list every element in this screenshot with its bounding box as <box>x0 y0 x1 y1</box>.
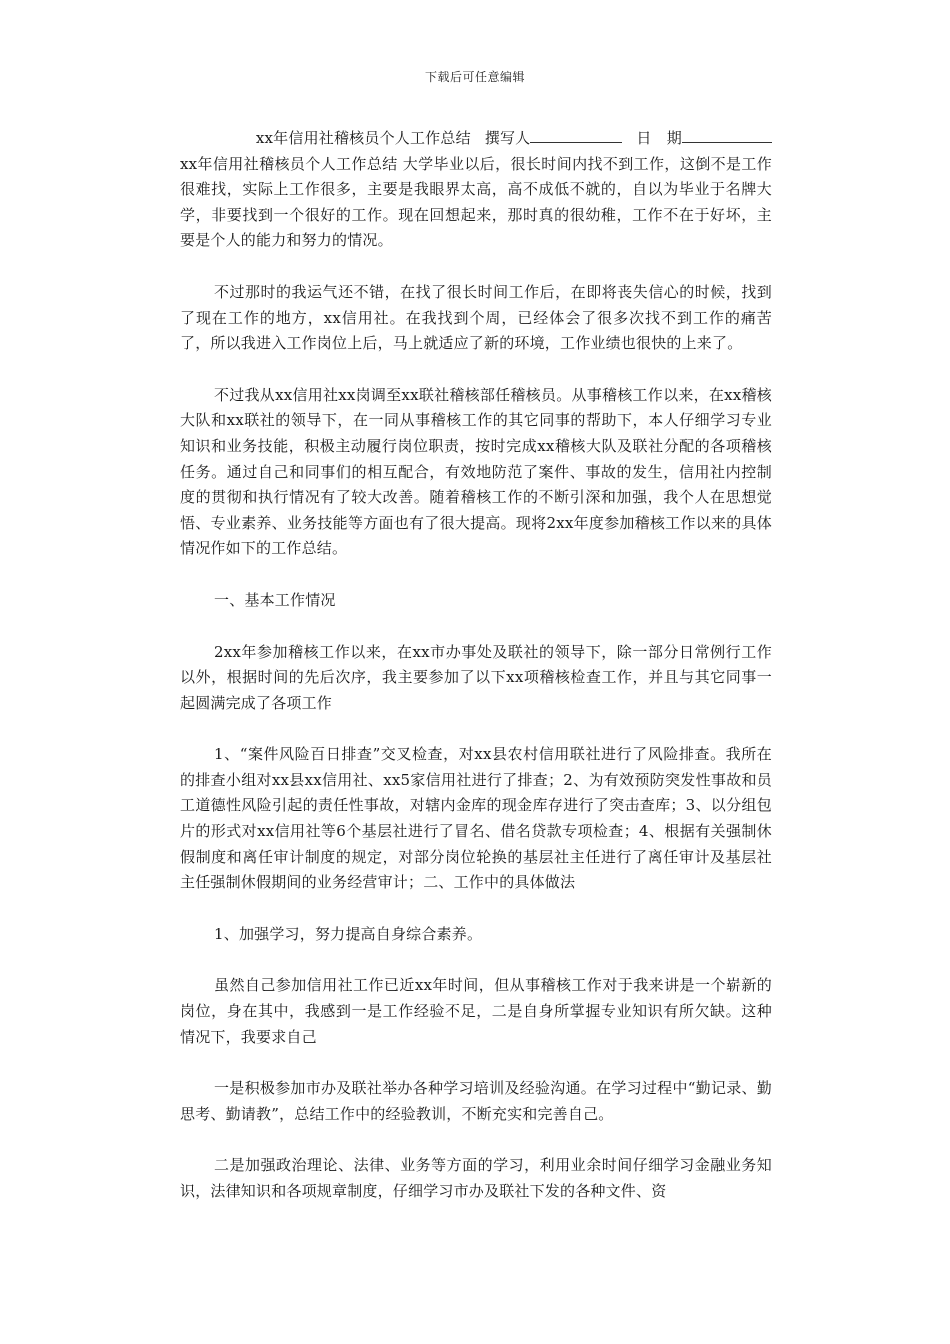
paragraph-gap <box>180 614 772 640</box>
paragraph-2: 不过那时的我运气还不错，在找了很长时间工作后，在即将丧失信心的时候，找到了现在工作的地方，xx信用社。在我找到个周，已经体会了很多次找不到工作的痛苦了，所以我进入工作岗位上后，马上就适应了新的环境，工作业绩也很快的上来了。 <box>180 282 772 353</box>
author-label: 撰写人 <box>484 129 531 147</box>
date-field <box>636 126 772 152</box>
document-body <box>180 126 772 1205</box>
date-blank <box>682 126 772 143</box>
paragraph-intro: xx年信用社稽核员个人工作总结 大学毕业以后，很长时间内找不到工作，这倒不是工作很难找，实际上工作很多，主要是我眼界太高，高不成低不就的，自以为毕业于名牌大学，非要找到一个很好的工作。现在回想起来，那时真的很幼稚，工作不在于好坏，主要是个人的能力和努力的情况。 <box>180 154 772 250</box>
paragraph-gap <box>180 357 772 383</box>
paragraph-8: 虽然自己参加信用社工作已近xx年时间，但从事稽核工作对于我来讲是一个崭新的岗位，身在其中，我感到一是工作经验不足，二是自身所掌握专业知识有所欠缺。这种情况下，我要求自己 <box>180 976 772 1046</box>
paragraph-gap <box>180 1050 772 1076</box>
paragraph-10: 二是加强政治理论、法律、业务等方面的学习，利用业余时间仔细学习金融业务知识，法律知识和各项规章制度，仔细学习市办及联社下发的各种文件、资 <box>180 1156 772 1200</box>
page-header: 下载后可任意编辑 <box>424 70 525 84</box>
title-line <box>180 126 772 152</box>
paragraph-3: 不过我从xx信用社xx岗调至xx联社稽核部任稽核员。从事稽核工作以来，在xx稽核大队和xx联社的领导下，在一同从事稽核工作的其它同事的帮助下，本人仔细学习专业知识和业务技能，积极主动履行岗位职责，按时完成xx稽核大队及联社分配的各项稽核任务。通过自己和同事们的相互配合，有效地防范了案件、事故的发生，信用社内控制度的贯彻和执行情况有了较大改善。随着稽核工作的不断引深和加强，我个人在思想觉悟、专业素养、业务技能等方面也有了很大提高。现将2xx年度参加稽核工作以来的具体情况作如下的工作总结。 <box>180 385 772 558</box>
author-field <box>485 126 623 152</box>
paragraph-gap <box>180 947 772 973</box>
paragraph-gap <box>180 896 772 922</box>
paragraph-9: 一是积极参加市办及联社举办各种学习培训及经验沟通。在学习过程中“勤记录、勤思考、勤请教”，总结工作中的经验教训，不断充实和完善自己。 <box>180 1079 772 1123</box>
author-blank <box>530 126 622 143</box>
document-title: xx年信用社稽核员个人工作总结 <box>255 129 471 147</box>
subheading-study: 1、加强学习，努力提高自身综合素养。 <box>214 924 483 943</box>
paragraph-gap <box>180 254 772 280</box>
paragraph-gap <box>180 1127 772 1153</box>
paragraph-gap <box>180 562 772 588</box>
paragraph-6: 1、“案件风险百日排查”交叉检查，对xx县农村信用联社进行了风险排查。我所在的排查小组对xx县xx信用社、xx5家信用社进行了排查；2、为有效预防突发性事故和员工道德性风险引起的责任性事故，对辖内金库的现金库存进行了突击查库；3、以分组包片的形式对xx信用社等6个基层社进行了冒名、借名贷款专项检查；4、根据有关强制休假制度和离任审计制度的规定，对部分岗位轮换的基层社主任进行了离任审计及基层社主任强制休假期间的业务经营审计；二、工作中的具体做法 <box>180 745 772 892</box>
section-heading-basic: 一、基本工作情况 <box>214 590 336 609</box>
paragraph-5: 2xx年参加稽核工作以来，在xx市办事处及联社的领导下，除一部分日常例行工作以外，根据时间的先后次序，我主要参加了以下xx项稽核检查工作，并且与其它同事一起圆满完成了各项工作 <box>180 642 772 712</box>
paragraph-gap <box>180 716 772 742</box>
date-label: 日 期 <box>636 129 682 147</box>
